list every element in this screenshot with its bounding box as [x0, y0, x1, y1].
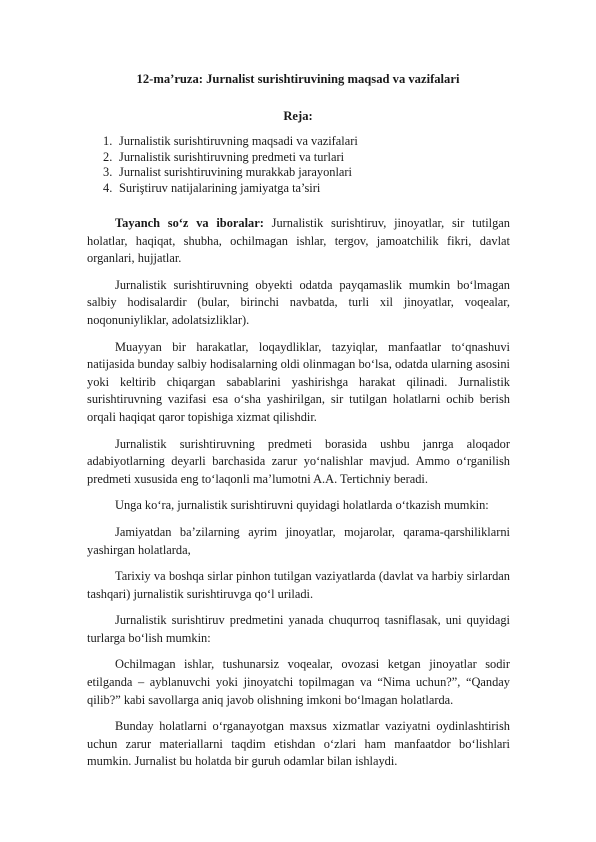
plan-list	[103, 134, 358, 196]
plan-item-number: 3.	[103, 165, 113, 180]
plan-item-text: Jurnalist surishtiruvining murakkab jarayonlari	[119, 165, 352, 180]
plan-item	[103, 165, 358, 181]
body-paragraph: Jurnalistik surishtiruv predmetini yanada chuqurroq tasniflasak, uni quyidagi turlarga bo‘lish mumkin:	[87, 613, 510, 645]
lecture-body	[87, 215, 510, 780]
body-paragraph: Bunday holatlarni o‘rganayotgan maxsus xizmatlar vaziyatni oydinlashtirish uchun zarur materiallarni taqdim etishdan o‘zlari ham manfaatdor bo‘lishlari mumkin. Jurnalist bu holatda bir guruh odamlar bilan ishlaydi.	[87, 719, 510, 769]
plan-item-number: 2.	[103, 149, 113, 164]
plan-item	[103, 134, 358, 150]
plan-item-text: Suriştiruv natijalarining jamiyatga ta’siri	[119, 180, 321, 195]
lecture-title: 12-ma’ruza: Jurnalist surishtiruvining maqsad va vazifalari	[136, 72, 460, 86]
body-paragraph: Ochilmagan ishlar, tushunarsiz voqealar, ovozasi ketgan jinoyatlar sodir etilganda – ayblanuvchi yoki jinoyatchi topilmagan va “Nima uchun?”, “Qanday qilib?” kabi savollarga aniq javob olishning imkoni bo‘lmagan holatlarda.	[87, 657, 510, 707]
body-paragraph: Jurnalistik surishtiruvning obyekti odatda payqamaslik mumkin bo‘lmagan salbiy hodisalardir (bular, birinchi navbatda, turli xil jinoyatlar, voqealar, noqonuniyliklar, adolatsizliklar).	[87, 277, 510, 327]
plan-item	[103, 150, 358, 166]
keywords-text: Jurnalistik surishtiruv, jinoyatlar, sir tutilgan holatlar, haqiqat, shubha, ochilmagan ishlar, tergov, jamoatchilik fikri, davlat organlari, hujjatlar.	[87, 216, 510, 266]
body-paragraph: Jamiyatdan ba’zilarning ayrim jinoyatlar, mojarolar, qarama-qarshiliklarni yashirgan holatlarda,	[87, 524, 510, 557]
body-paragraph: Tarixiy va boshqa sirlar pinhon tutilgan vaziyatlarda (davlat va harbiy sirlardan tashqari) jurnalistik surishtiruvga qo‘l uriladi.	[87, 569, 510, 601]
body-paragraph: Unga ko‘ra, jurnalistik surishtiruvni quyidagi holatlarda o‘tkazish mumkin:	[115, 498, 489, 513]
keywords-label: Tayanch so‘z va iboralar:	[115, 216, 264, 230]
plan-item-text: Jurnalistik surishtiruvning predmeti va turlari	[119, 149, 345, 164]
plan-item-number: 4.	[103, 180, 113, 195]
plan-heading: Reja:	[283, 109, 313, 123]
body-paragraph: Muayyan bir harakatlar, loqaydliklar, tazyiqlar, manfaatlar to‘qnashuvi natijasida bunday salbiy hodisalarning oldi olinmagan bo‘lsa, odatda ularning asosini yoki keltirib chiqargan sabablarini yashirishga harakat qilinadi. Jurnalistik surishtiruvning vazifasi esa o‘sha yashirilgan, sir tutilgan holatlarni ochib berish orqali haqiqat qaror topishiga xizmat qilishdir.	[87, 339, 510, 424]
body-paragraph: Jurnalistik surishtiruvning predmeti borasida ushbu janrga aloqador adabiyotlarning deyarli barchasida zarur yo‘nalishlar mavjud. Ammo o‘rganilish predmeti xususida eng to‘laqonli ma’lumotni A.A. Tertichniy beradi.	[87, 436, 510, 486]
plan-item-number: 1.	[103, 134, 113, 148]
plan-item-text: Jurnalistik surishtiruvning maqsadi va vazifalari	[119, 134, 358, 148]
keywords-paragraph	[87, 215, 510, 268]
plan-item	[103, 181, 358, 197]
